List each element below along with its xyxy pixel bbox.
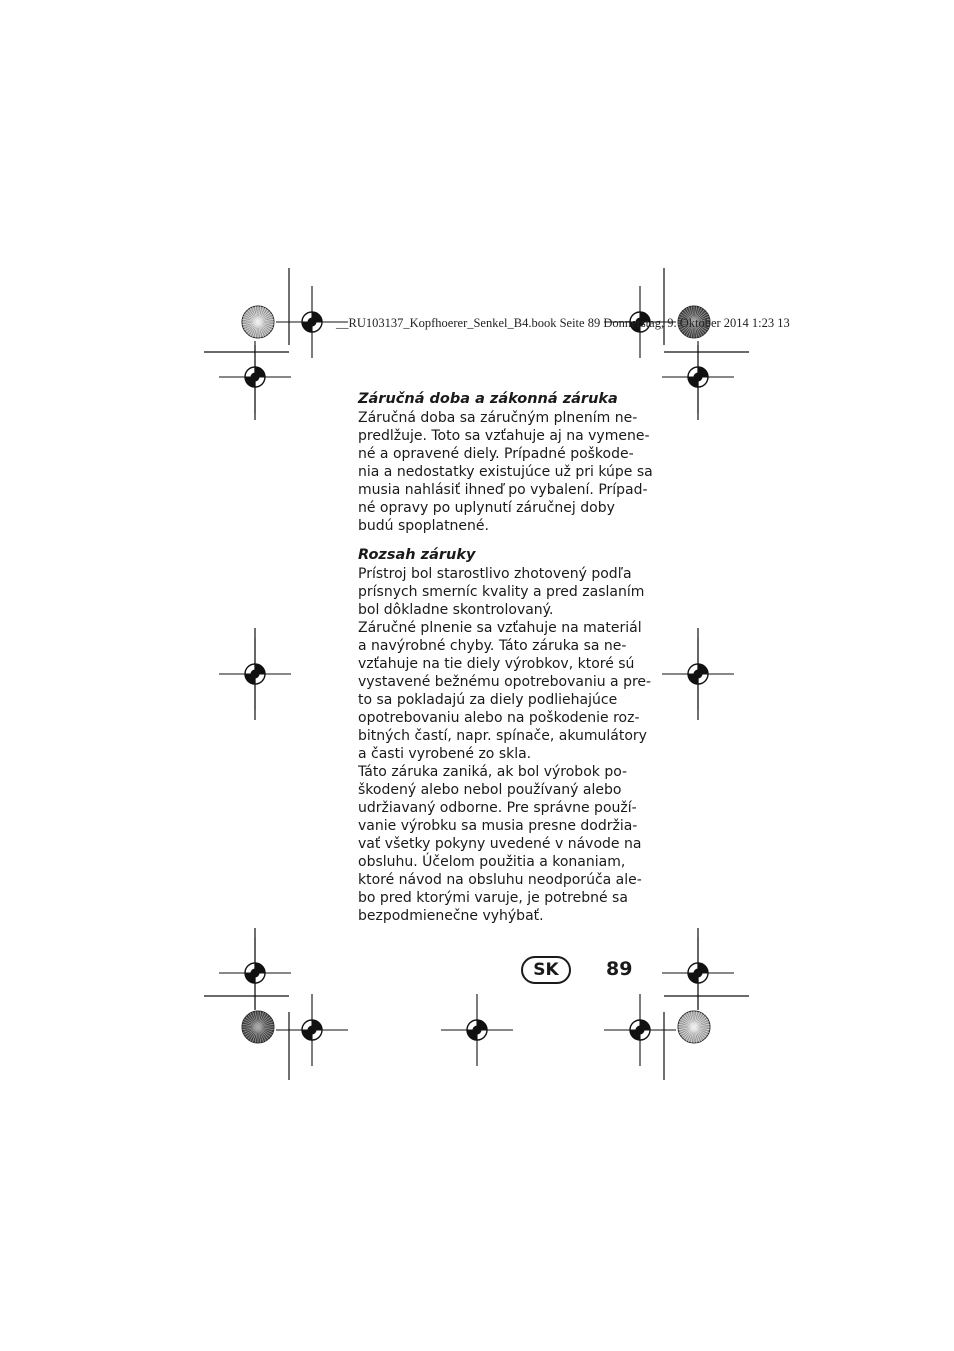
text-line: udržiavaný odborne. Pre správne použí-	[358, 800, 637, 816]
text-line: vať všetky pokyny uvedené v návode na	[358, 836, 642, 852]
text-line: né opravy po uplynutí záručnej doby	[358, 500, 615, 516]
text-line: vzťahuje na tie diely výrobkov, ktoré sú	[358, 656, 635, 672]
text-line: obsluhu. Účelom použitia a konaniam,	[358, 854, 626, 870]
registration-crosshair-icon	[604, 994, 676, 1066]
registration-crosshair-icon	[662, 937, 734, 1009]
registration-crosshair-icon	[219, 638, 291, 710]
text-line: ktoré návod na obsluhu neodporúča ale-	[358, 872, 642, 888]
text-line: škodený alebo nebol používaný alebo	[358, 782, 622, 798]
text-line: Prístroj bol starostlivo zhotovený podľa	[358, 566, 632, 582]
registration-crosshair-icon	[441, 994, 513, 1066]
registration-crosshair-icon	[662, 638, 734, 710]
color-target-starburst-icon	[242, 306, 274, 338]
page-number: 89	[606, 958, 633, 980]
text-line: opotrebovaniu alebo na poškodenie roz-	[358, 710, 640, 726]
section-body	[358, 409, 653, 535]
text-line: bol dôkladne skontrolovaný.	[358, 602, 554, 618]
color-target-starburst-icon	[678, 1011, 710, 1043]
text-line: prísnych smerníc kvality a pred zaslaním	[358, 584, 645, 600]
registration-crosshair-icon	[276, 994, 348, 1066]
text-line: Záručné plnenie sa vzťahuje na materiál	[358, 620, 642, 636]
text-line: to sa pokladajú za diely podliehajúce	[358, 692, 618, 708]
text-line: a časti vyrobené zo skla.	[358, 746, 532, 762]
color-target-starburst-icon	[242, 1011, 274, 1043]
text-line: Táto záruka zaniká, ak bol výrobok po-	[358, 764, 628, 780]
section-warranty-period	[358, 390, 653, 535]
section-body	[358, 565, 652, 925]
text-line: musia nahlásiť ihneď po vybalení. Prípad-	[358, 482, 648, 498]
text-line: Záručná doba sa záručným plnením ne-	[358, 410, 638, 426]
text-line: budú spoplatnené.	[358, 518, 489, 534]
text-line: vanie výrobku sa musia presne dodržia-	[358, 818, 638, 834]
language-badge: SK	[521, 956, 571, 984]
text-line: bitných častí, napr. spínače, akumulátory	[358, 728, 647, 744]
section-heading: Záručná doba a zákonná záruka	[358, 391, 618, 407]
print-slug-line: __RU103137_Kopfhoerer_Senkel_B4.book Seite 89 Donnerstag, 9. Oktober 2014 1:23 13	[336, 316, 790, 330]
section-heading: Rozsah záruky	[358, 547, 476, 563]
text-line: né a opravené diely. Prípadné poškode-	[358, 446, 634, 462]
text-line: bo pred ktorými varuje, je potrebné sa	[358, 890, 628, 906]
text-line: vystavené bežnému opotrebovaniu a pre-	[358, 674, 652, 690]
section-warranty-scope	[358, 546, 652, 925]
page-content	[358, 390, 653, 925]
text-line: bezpodmienečne vyhýbať.	[358, 908, 544, 924]
text-line: predlžuje. Toto sa vzťahuje aj na vymene-	[358, 428, 650, 444]
text-line: nia a nedostatky existujúce už pri kúpe sa	[358, 464, 653, 480]
text-line: a navýrobné chyby. Táto záruka sa ne-	[358, 638, 627, 654]
registration-crosshair-icon	[219, 937, 291, 1009]
